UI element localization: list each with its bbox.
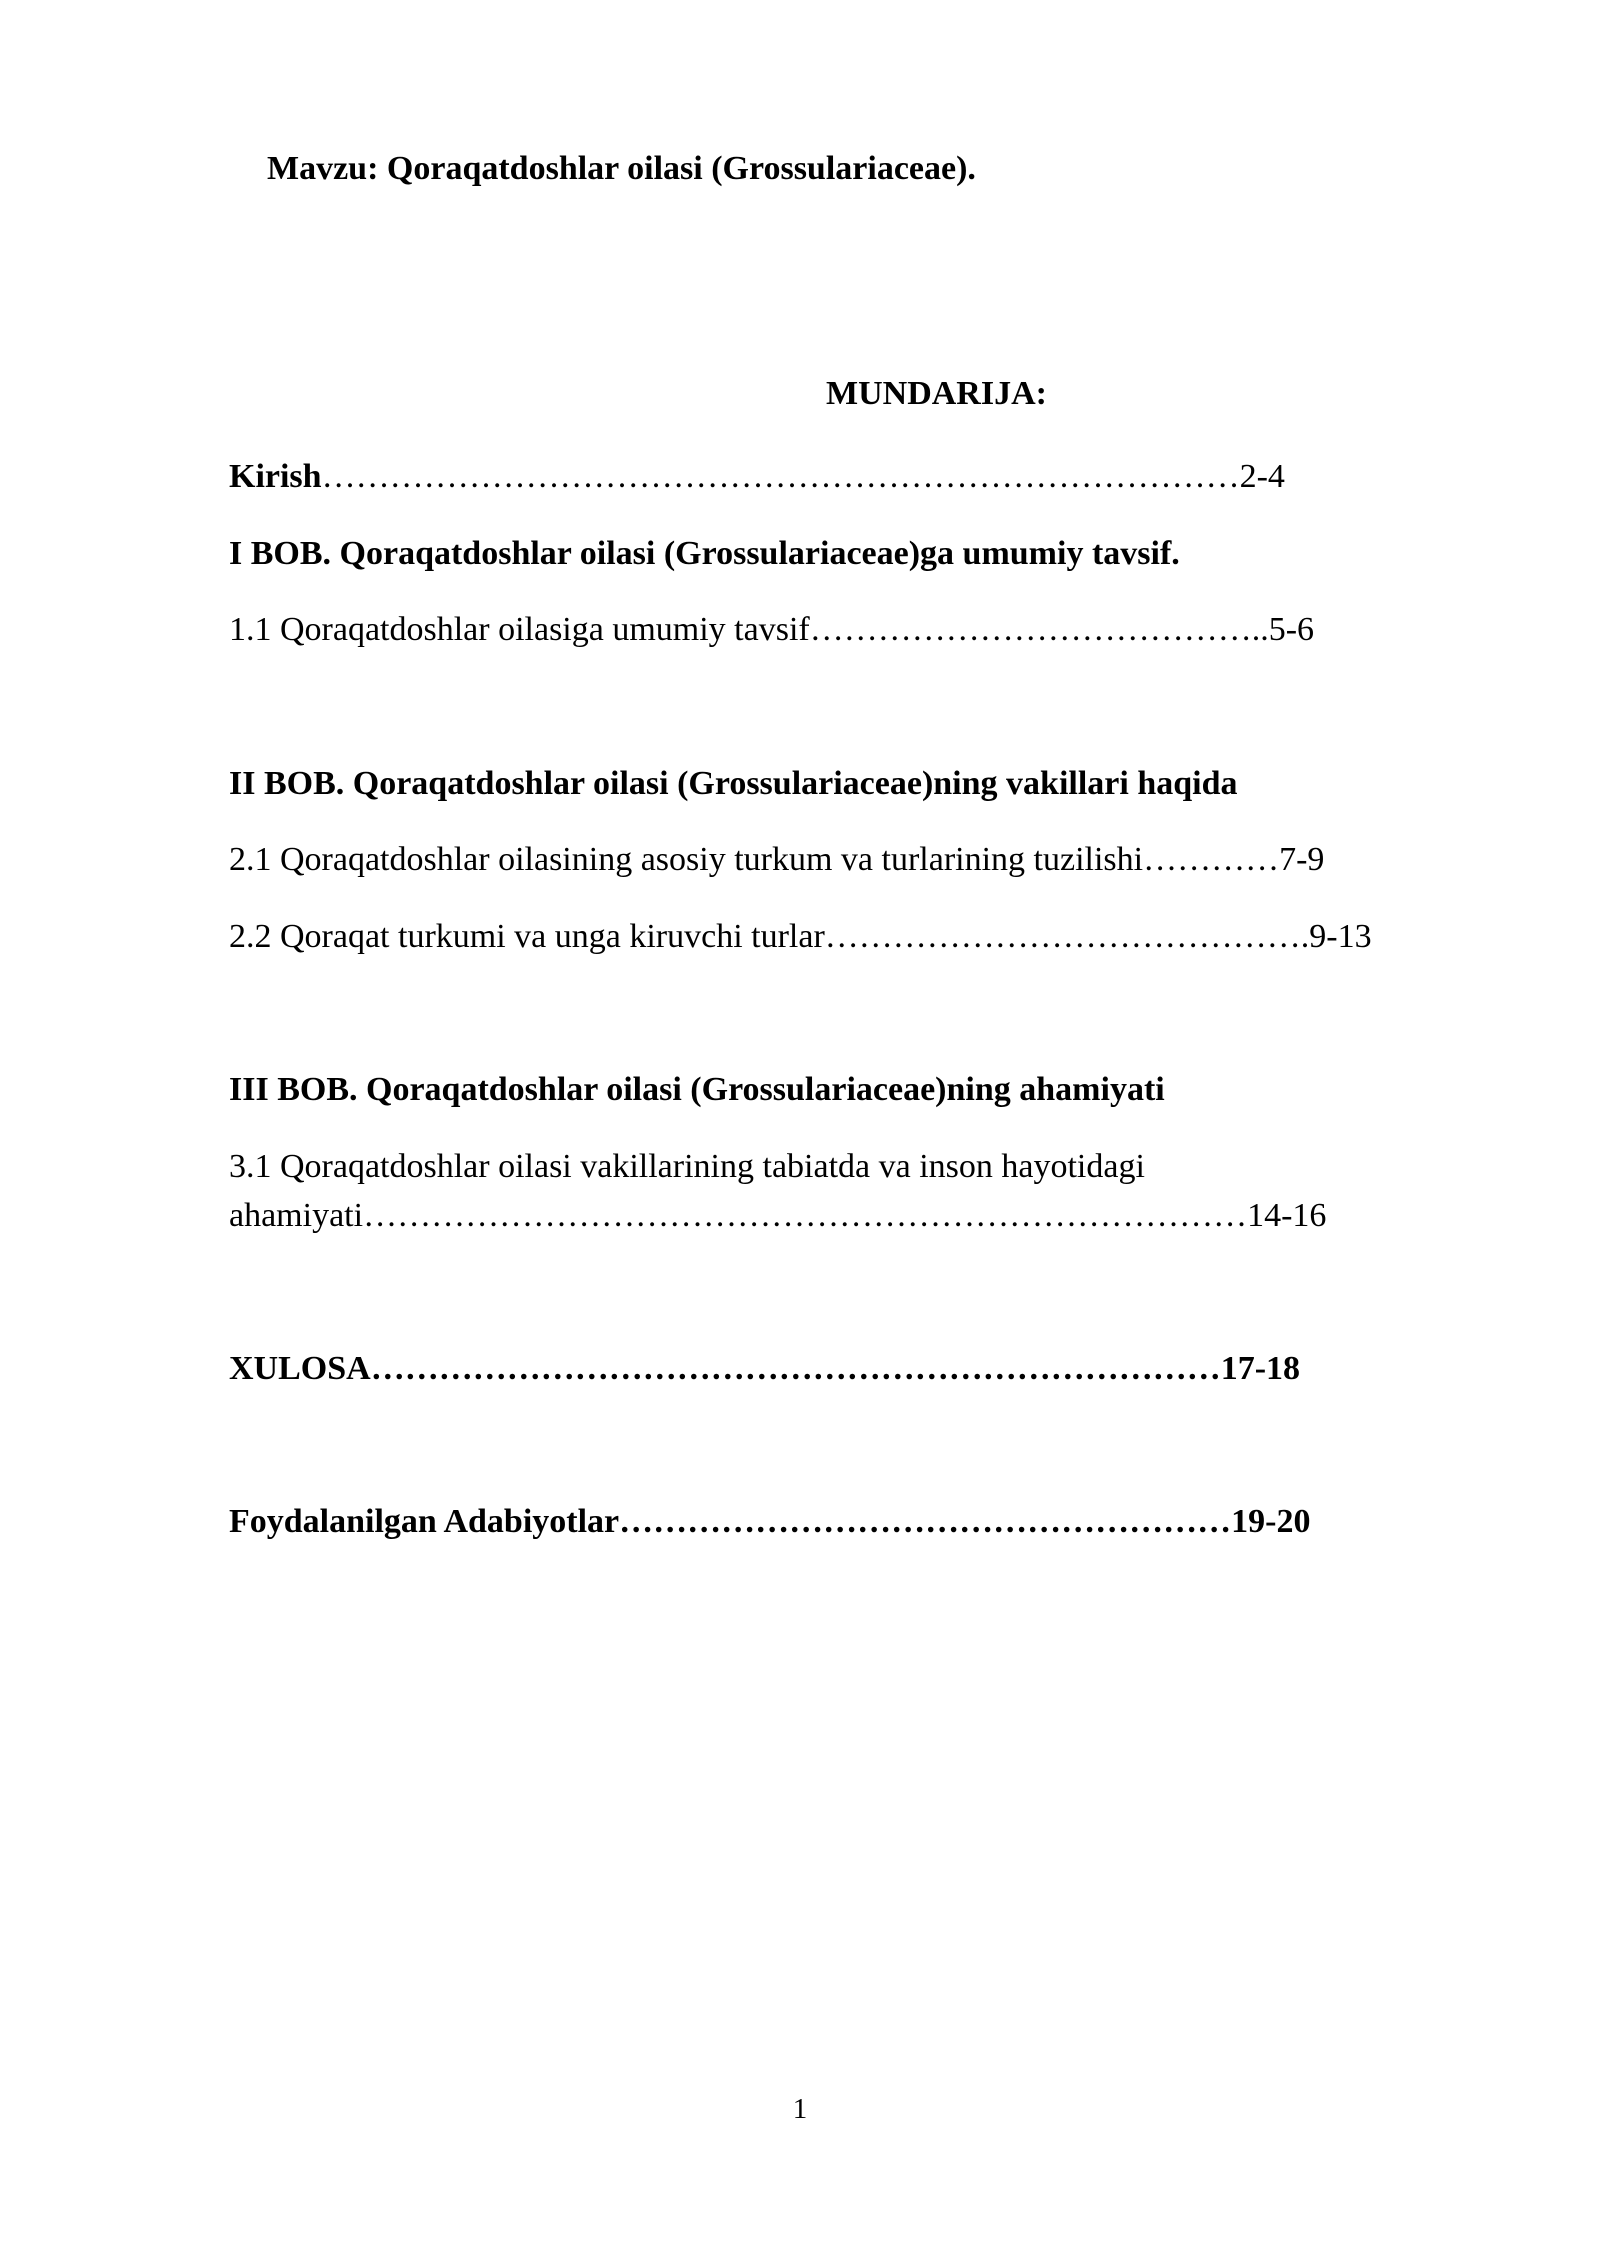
- toc-entry-3-1: [229, 1145, 1145, 1189]
- document-topic: Mavzu: Qoraqatdoshlar oilasi (Grossulariaceae).: [267, 150, 976, 187]
- toc-page-range: 2-4: [1239, 458, 1285, 495]
- toc-leader: …………………………………..: [809, 611, 1269, 648]
- toc-entry-label: XULOSA: [229, 1350, 371, 1387]
- toc-entry-label: 2.2 Qoraqat turkumi va unga kiruvchi turlar: [229, 918, 825, 955]
- page-number: 1: [792, 2093, 808, 2125]
- toc-leader: ………………………………………………………………………: [321, 458, 1240, 495]
- toc-entry-label: Kirish: [229, 458, 322, 495]
- toc-page-range: 14-16: [1247, 1197, 1327, 1234]
- toc-page-range: 19-20: [1231, 1503, 1311, 1540]
- toc-entry-1-1: [229, 608, 1314, 652]
- toc-page-range: 17-18: [1220, 1350, 1301, 1387]
- toc-heading: MUNDARIJA:: [826, 375, 1047, 412]
- toc-leader: ……………………………………………………………………: [363, 1197, 1248, 1234]
- toc-page-range: 7-9: [1279, 841, 1325, 878]
- toc-entry-label: Foydalanilgan Adabiyotlar: [229, 1503, 620, 1540]
- toc-leader: …………………………………………………………………: [370, 1350, 1221, 1387]
- toc-page-range: .9-13: [1300, 918, 1372, 955]
- toc-entry-xulosa: [229, 1347, 1300, 1391]
- toc-chapter-3: III BOB. Qoraqatdoshlar oilasi (Grossulariaceae)ning ahamiyati: [229, 1071, 1165, 1108]
- toc-leader: ……………………………………: [824, 918, 1301, 955]
- toc-entry-3-1-continued: [229, 1194, 1326, 1238]
- toc-leader: ………………………………………………: [619, 1503, 1232, 1540]
- toc-entry-adabiyotlar: [229, 1500, 1310, 1544]
- toc-entry-label: 1.1 Qoraqatdoshlar oilasiga umumiy tavsif: [229, 611, 810, 648]
- toc-entry-label: ahamiyati: [229, 1197, 364, 1234]
- toc-entry-kirish: [229, 455, 1285, 499]
- toc-entry-label: 2.1 Qoraqatdoshlar oilasining asosiy turkum va turlarining tuzilishi: [229, 841, 1144, 878]
- toc-chapter-1: I BOB. Qoraqatdoshlar oilasi (Grossulariaceae)ga umumiy tavsif.: [229, 535, 1180, 572]
- toc-entry-label: 3.1 Qoraqatdoshlar oilasi vakillarining tabiatda va inson hayotidagi: [229, 1148, 1145, 1185]
- toc-leader: …………: [1143, 841, 1280, 878]
- toc-chapter-2: II BOB. Qoraqatdoshlar oilasi (Grossulariaceae)ning vakillari haqida: [229, 765, 1238, 802]
- toc-page-range: 5-6: [1268, 611, 1315, 648]
- toc-entry-2-1: [229, 838, 1324, 882]
- toc-entry-2-2: [229, 915, 1372, 959]
